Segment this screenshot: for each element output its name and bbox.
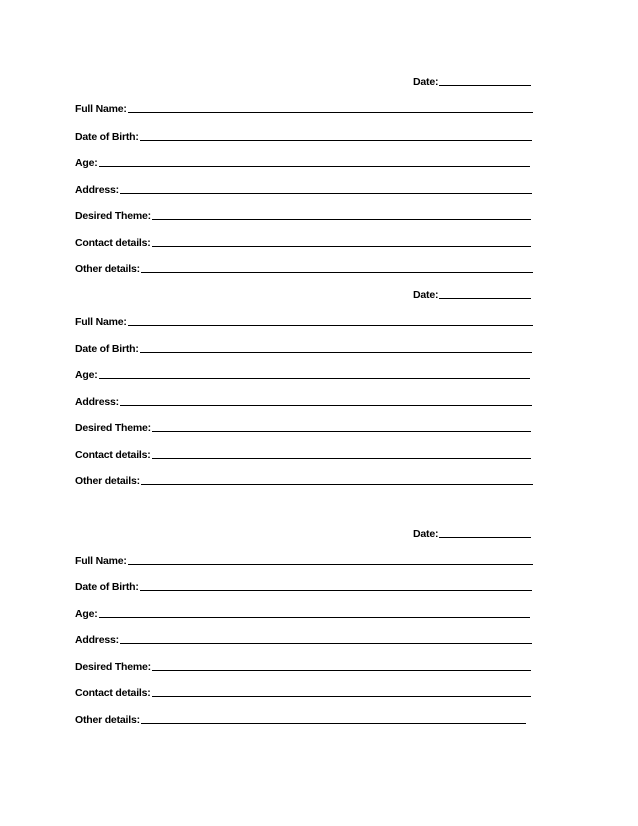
other-details-field[interactable] (75, 473, 533, 487)
date-label: Date: (413, 528, 439, 540)
desired-theme-blank-line[interactable] (152, 219, 531, 220)
address-label: Address: (75, 396, 119, 408)
address-label: Address: (75, 634, 119, 646)
contact-details-blank-line[interactable] (152, 458, 531, 459)
full-name-blank-line[interactable] (128, 112, 533, 113)
desired-theme-field[interactable] (75, 659, 531, 673)
age-blank-line[interactable] (99, 166, 530, 167)
full-name-label: Full Name: (75, 103, 127, 115)
date-of-birth-blank-line[interactable] (140, 140, 532, 141)
desired-theme-label: Desired Theme: (75, 422, 151, 434)
date-field[interactable] (413, 287, 531, 301)
full-name-field[interactable] (75, 314, 533, 328)
date-label: Date: (413, 76, 439, 88)
age-label: Age: (75, 608, 98, 620)
date-of-birth-field[interactable] (75, 129, 532, 143)
full-name-label: Full Name: (75, 555, 127, 567)
address-blank-line[interactable] (120, 405, 532, 406)
desired-theme-label: Desired Theme: (75, 661, 151, 673)
other-details-label: Other details: (75, 714, 140, 726)
date-of-birth-label: Date of Birth: (75, 131, 139, 143)
date-label: Date: (413, 289, 439, 301)
other-details-blank-line[interactable] (141, 272, 533, 273)
date-of-birth-blank-line[interactable] (140, 352, 532, 353)
age-label: Age: (75, 369, 98, 381)
contact-details-blank-line[interactable] (152, 696, 531, 697)
contact-details-label: Contact details: (75, 687, 151, 699)
date-field[interactable] (413, 74, 531, 88)
desired-theme-blank-line[interactable] (152, 431, 531, 432)
date-of-birth-label: Date of Birth: (75, 581, 139, 593)
full-name-field[interactable] (75, 553, 533, 567)
desired-theme-blank-line[interactable] (152, 670, 531, 671)
contact-details-field[interactable] (75, 685, 531, 699)
age-label: Age: (75, 157, 98, 169)
contact-details-field[interactable] (75, 235, 531, 249)
desired-theme-field[interactable] (75, 420, 531, 434)
address-label: Address: (75, 184, 119, 196)
date-of-birth-label: Date of Birth: (75, 343, 139, 355)
contact-details-label: Contact details: (75, 237, 151, 249)
address-field[interactable] (75, 182, 532, 196)
full-name-blank-line[interactable] (128, 564, 533, 565)
date-blank-line[interactable] (439, 85, 531, 86)
age-blank-line[interactable] (99, 378, 530, 379)
age-field[interactable] (75, 367, 530, 381)
other-details-label: Other details: (75, 263, 140, 275)
desired-theme-label: Desired Theme: (75, 210, 151, 222)
other-details-blank-line[interactable] (141, 484, 533, 485)
full-name-label: Full Name: (75, 316, 127, 328)
address-blank-line[interactable] (120, 643, 532, 644)
date-blank-line[interactable] (439, 537, 531, 538)
contact-details-label: Contact details: (75, 449, 151, 461)
address-field[interactable] (75, 632, 532, 646)
other-details-blank-line[interactable] (141, 723, 526, 724)
age-field[interactable] (75, 155, 530, 169)
desired-theme-field[interactable] (75, 208, 531, 222)
full-name-field[interactable] (75, 101, 533, 115)
contact-details-field[interactable] (75, 447, 531, 461)
full-name-blank-line[interactable] (128, 325, 533, 326)
age-field[interactable] (75, 606, 530, 620)
date-of-birth-field[interactable] (75, 579, 532, 593)
other-details-label: Other details: (75, 475, 140, 487)
contact-details-blank-line[interactable] (152, 246, 531, 247)
address-blank-line[interactable] (120, 193, 532, 194)
date-of-birth-blank-line[interactable] (140, 590, 532, 591)
address-field[interactable] (75, 394, 532, 408)
date-of-birth-field[interactable] (75, 341, 532, 355)
date-blank-line[interactable] (439, 298, 531, 299)
date-field[interactable] (413, 526, 531, 540)
other-details-field[interactable] (75, 712, 526, 726)
other-details-field[interactable] (75, 261, 533, 275)
age-blank-line[interactable] (99, 617, 530, 618)
